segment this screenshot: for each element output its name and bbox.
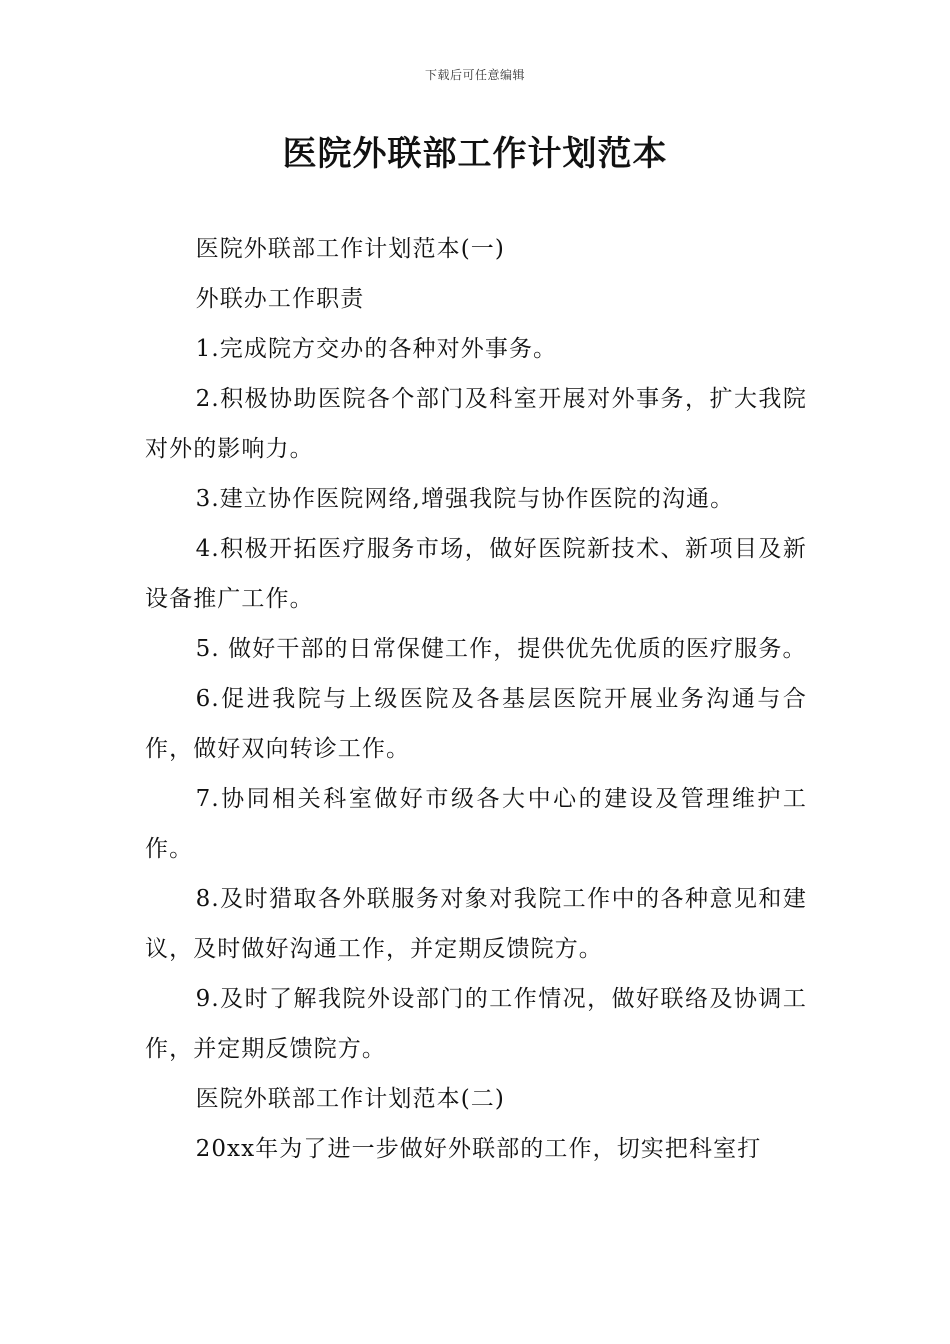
list-item-6: 6.促进我院与上级医院及各基层医院开展业务沟通与合作，做好双向转诊工作。: [145, 686, 807, 762]
list-item-4: 4.积极开拓医疗服务市场，做好医院新技术、新项目及新设备推广工作。: [145, 536, 807, 612]
document-title: 医院外联部工作计划范本: [282, 134, 668, 174]
list-item-1: 1.完成院方交办的各种对外事务。: [195, 336, 558, 362]
list-item-8: 8.及时猎取各外联服务对象对我院工作中的各种意见和建议，及时做好沟通工作，并定期反馈院方。: [145, 886, 807, 962]
list-item-2: 2.积极协助医院各个部门及科室开展对外事务，扩大我院对外的影响力。: [145, 386, 807, 462]
subheading-duties: 外联办工作职责: [195, 286, 365, 312]
list-item-9: 9.及时了解我院外设部门的工作情况，做好联络及协调工作，并定期反馈院方。: [145, 986, 807, 1062]
list-item-3: 3.建立协作医院网络,增强我院与协作医院的沟通。: [195, 486, 735, 512]
list-item-5: 5. 做好干部的日常保健工作，提供优先优质的医疗服务。: [195, 636, 807, 662]
paragraph-intro: 20xx年为了进一步做好外联部的工作，切实把科室打: [195, 1136, 762, 1162]
header-note: 下载后可任意编辑: [424, 68, 525, 82]
section-heading-2: 医院外联部工作计划范本(二): [195, 1086, 505, 1112]
document-body: [145, 224, 807, 1174]
list-item-7: 7.协同相关科室做好市级各大中心的建设及管理维护工作。: [145, 786, 807, 862]
section-heading-1: 医院外联部工作计划范本(一): [195, 236, 505, 262]
